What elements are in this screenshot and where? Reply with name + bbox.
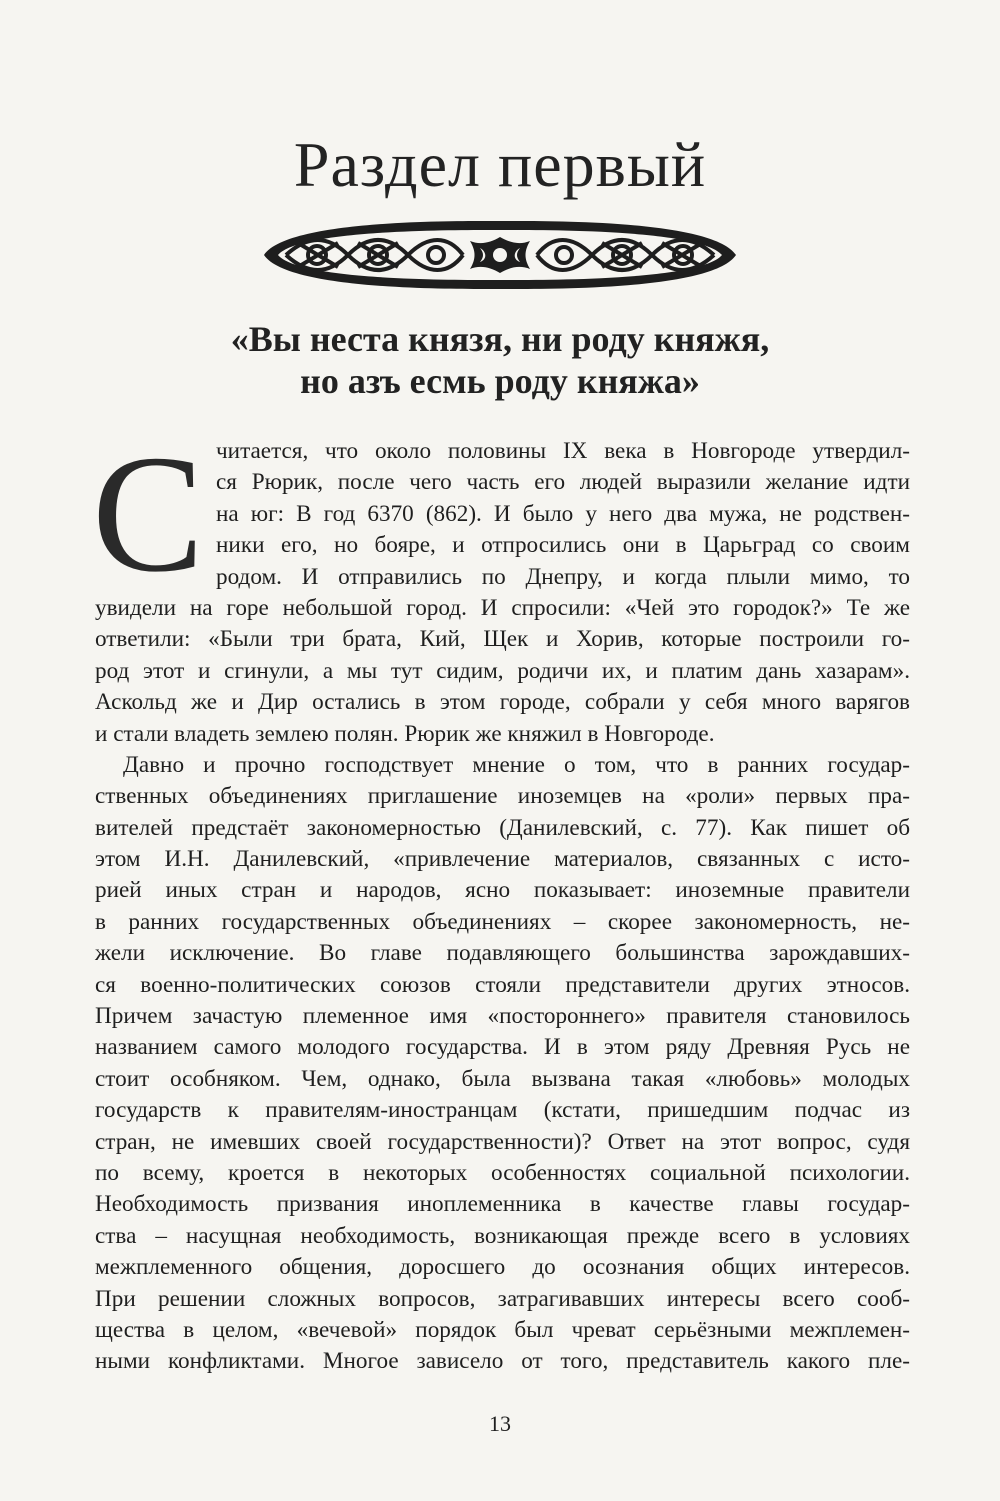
text-line: ственных объединениях приглашение иноземцев на «роли» первых пра- — [95, 783, 910, 810]
text-line: на юг: В год 6370 (862). И было у него два мужа, не родствен- — [216, 500, 910, 527]
text-line: род этот и сгинули, а мы тут сидим, родичи их, и платим дань хазарам». — [95, 657, 910, 684]
text-line: Причем зачастую племенное имя «постороннего» правителя становилось — [95, 1003, 910, 1030]
text-line: и стали владеть землею полян. Рюрик же княжил в Новгороде. — [95, 720, 715, 747]
text-line: межплеменного общения, доросшего до осознания общих интересов. — [95, 1254, 910, 1281]
text-line: Давно и прочно господствует мнение о том, что в ранних государ- — [123, 751, 910, 778]
text-line: При решении сложных вопросов, затрагивавших интересы всего сооб- — [95, 1285, 910, 1312]
text-line: щества в целом, «вечевой» порядок был чреват серьёзными межплемен- — [95, 1316, 910, 1343]
text-line: ства – насущная необходимость, возникающая прежде всего в условиях — [95, 1222, 910, 1249]
page-number: 13 — [489, 1411, 511, 1436]
text-line: ся военно-политических союзов стояли представители других этносов. — [95, 971, 910, 998]
section-title: Раздел первый — [293, 129, 707, 200]
text-line: этом И.Н. Данилевский, «привлечение материалов, связанных с исто- — [95, 846, 910, 873]
text-line: Необходимость призвания иноплеменника в качестве главы государ- — [95, 1191, 910, 1218]
text-line: ся Рюрик, после чего часть его людей выразили желание идти — [216, 469, 910, 496]
text-line: вителей предстаёт закономерностью (Данилевский, с. 77). Как пишет об — [95, 814, 910, 841]
text-line: государств к правителям-иностранцам (кстати, пришедшим подчас из — [95, 1097, 910, 1124]
text-line: рией иных стран и народов, ясно показывает: иноземные правители — [95, 877, 910, 904]
body-text — [95, 436, 910, 1378]
text-line: Аскольд же и Дир остались в этом городе, собрали у себя много варягов — [95, 689, 910, 716]
epigraph — [0, 318, 1000, 402]
epigraph-line-1: «Вы неста князя, ни роду княжя, — [230, 319, 770, 359]
epigraph-line-2: но азъ есмь роду княжа» — [300, 361, 700, 401]
text-line: увидели на горе небольшой город. И спросили: «Чей это городок?» Те же — [95, 594, 910, 621]
text-line: названием самого молодого государства. И в этом ряду Древняя Русь не — [95, 1034, 910, 1061]
text-line: ники его, но бояре, и отпросились они в Царьград со своим — [216, 532, 910, 559]
text-line: в ранних государственных объединениях – скорее закономерность, не- — [95, 908, 910, 935]
text-line: жели исключение. Во главе подавляющего большинства зарождавших- — [95, 940, 910, 967]
text-line: стран, не имевших своей государственности)? Ответ на этот вопрос, судя — [95, 1128, 910, 1155]
drop-cap: С — [92, 421, 205, 607]
text-line: читается, что около половины IX века в Новгороде утвердил- — [216, 438, 910, 464]
text-line: ответили: «Были три брата, Кий, Щек и Хорив, которые построили го- — [95, 626, 910, 653]
text-line: по всему, кроется в некоторых особенностях социальной психологии. — [95, 1159, 910, 1186]
text-line: ными конфликтами. Многое зависело от того, представитель какого пле- — [95, 1348, 910, 1375]
text-line: родом. И отправились по Днепру, и когда плыли мимо, то — [216, 563, 910, 590]
knotwork-ornament-icon — [258, 215, 742, 295]
text-line: стоит особняком. Чем, однако, была вызвана такая «любовь» молодых — [95, 1065, 910, 1092]
